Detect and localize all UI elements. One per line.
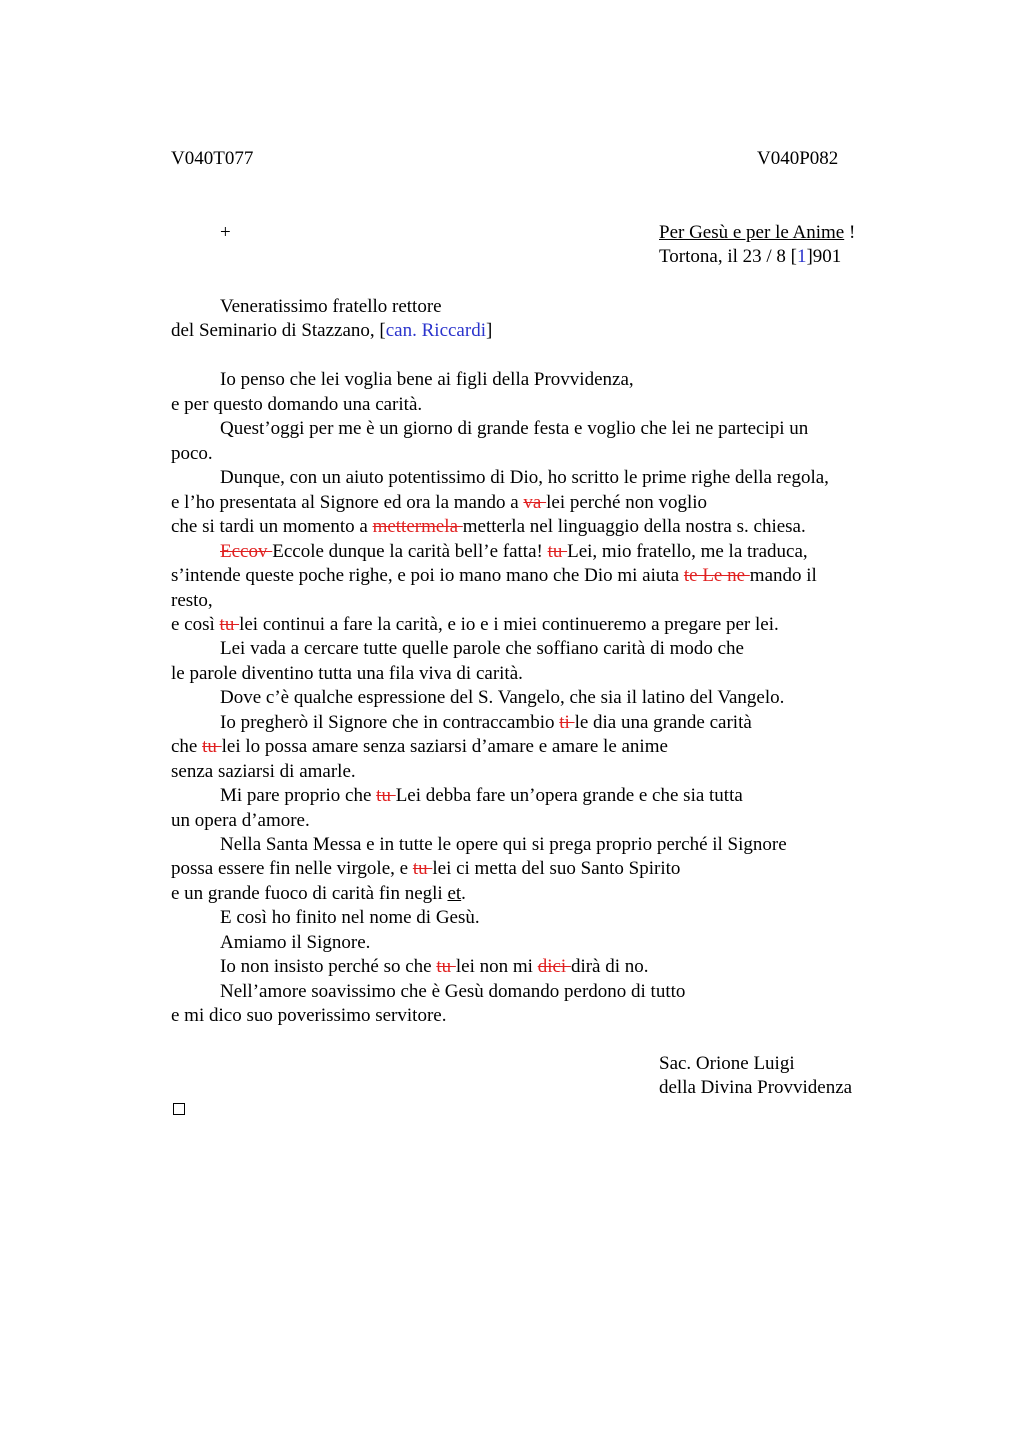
body-line: un opera d’amore. [171, 810, 310, 831]
body-line: Quest’oggi per me è un giorno di grande festa e voglio che lei ne partecipi un [220, 418, 809, 439]
text-run: le dia una grande carità [574, 712, 752, 733]
signature-title: della Divina Provvidenza [659, 1077, 853, 1098]
deleted-text: dici [537, 956, 571, 977]
deleted-text: Eccov [220, 541, 273, 562]
text-run: lei lo possa amare senza saziarsi d’amare e amare le anime [221, 736, 668, 757]
body-line [220, 784, 743, 809]
body-line: Amiamo il Signore. [220, 932, 371, 953]
text-run: dirà di no. [570, 956, 649, 977]
text-run: e un grande fuoco di carità fin negli [171, 883, 448, 904]
deleted-text: tu [412, 858, 433, 879]
body-line: le parole diventino tutta una fila viva di carità. [171, 663, 523, 684]
body-line: E così ho finito nel nome di Gesù. [220, 907, 480, 928]
body-line [171, 491, 707, 516]
text-run: lei non mi [455, 956, 538, 977]
text-run: . [461, 883, 466, 904]
body-line: Io penso che lei voglia bene ai figli della Provvidenza, [220, 369, 634, 390]
body-line: e mi dico suo poverissimo servitore. [171, 1005, 447, 1026]
salutation-before: del Seminario di Stazzano, [ [171, 320, 386, 341]
end-box-icon [173, 1103, 185, 1115]
body-line [220, 711, 752, 736]
deleted-text: ti [559, 712, 575, 733]
date-before: Tortona, il 23 / 8 [ [659, 246, 797, 267]
date-line [659, 246, 841, 268]
text-run: metterla nel linguaggio della nostra s. chiesa. [462, 516, 806, 537]
body-line [171, 735, 668, 760]
underlined-text: et [447, 883, 462, 904]
body-line: e per questo domando una carità. [171, 394, 423, 415]
body-line: Nella Santa Messa e in tutte le opere qui si prega proprio perché il Signore [220, 834, 787, 855]
text-run: e così [171, 614, 220, 635]
salutation-after: ] [485, 320, 493, 341]
body-line [171, 613, 779, 638]
motto [659, 222, 855, 244]
salutation-line-2 [171, 319, 492, 344]
salutation-editorial: can. Riccardi [385, 320, 486, 341]
deleted-text: mettermela [372, 516, 463, 537]
text-run: s’intende queste poche righe, e poi io mano mano che Dio mi aiuta [171, 565, 684, 586]
text-run: Eccole dunque la carità bell’e fatta! [272, 541, 548, 562]
text-run: Lei debba fare un’opera grande e che sia tutta [395, 785, 743, 806]
text-run: possa essere fin nelle virgole, e [171, 858, 413, 879]
body-line: senza saziarsi di amarle. [171, 761, 356, 782]
text-run: lei continui a fare la carità, e io e i miei continueremo a pregare per lei. [239, 614, 779, 635]
text-run: Io non insisto perché so che [220, 956, 437, 977]
text-run: che [171, 736, 203, 757]
body-line: Lei vada a cercare tutte quelle parole che soffiano carità di modo che [220, 638, 744, 659]
deleted-text: te Le ne [683, 565, 750, 586]
text-run: Lei, mio fratello, me la traduca, [567, 541, 808, 562]
body-line [171, 882, 466, 907]
deleted-text: va [523, 492, 547, 513]
deleted-text: tu [376, 785, 396, 806]
deleted-text: tu [202, 736, 222, 757]
body-line: Nell’amore soavissimo che è Gesù domando perdono di tutto [220, 981, 686, 1002]
text-run: mando il [749, 565, 817, 586]
signature-name: Sac. Orione Luigi [659, 1053, 795, 1074]
motto-tail: ! [844, 222, 856, 243]
text-run: Io pregherò il Signore che in contraccambio [220, 712, 560, 733]
date-after: ]901 [806, 246, 842, 267]
motto-text: Per Gesù e per le Anime [659, 222, 845, 243]
deleted-text: tu [219, 614, 240, 635]
text-run: che si tardi un momento a [171, 516, 373, 537]
body-line [171, 564, 817, 589]
archive-code-left: V040T077 [171, 148, 254, 169]
body-line: Dunque, con un aiuto potentissimo di Dio, ho scritto le prime righe della regola, [220, 467, 829, 488]
body-line [220, 955, 649, 980]
deleted-text: tu [436, 956, 456, 977]
body-line: poco. [171, 443, 213, 464]
body-line: Dove c’è qualche espressione del S. Vangelo, che sia il latino del Vangelo. [220, 687, 785, 708]
archive-code-right: V040P082 [757, 148, 839, 169]
text-run: e l’ho presentata al Signore ed ora la mando a [171, 492, 524, 513]
body-line: resto, [171, 590, 213, 611]
text-run: lei perché non voglio [546, 492, 708, 513]
body-line [171, 515, 806, 540]
body-line [171, 857, 680, 882]
salutation-line-1: Veneratissimo fratello rettore [220, 296, 442, 317]
body-line [220, 540, 808, 565]
text-run: Mi pare proprio che [220, 785, 377, 806]
cross-mark: + [220, 222, 231, 243]
date-editorial: 1 [796, 246, 807, 267]
text-run: lei ci metta del suo Santo Spirito [432, 858, 681, 879]
deleted-text: tu [547, 541, 568, 562]
